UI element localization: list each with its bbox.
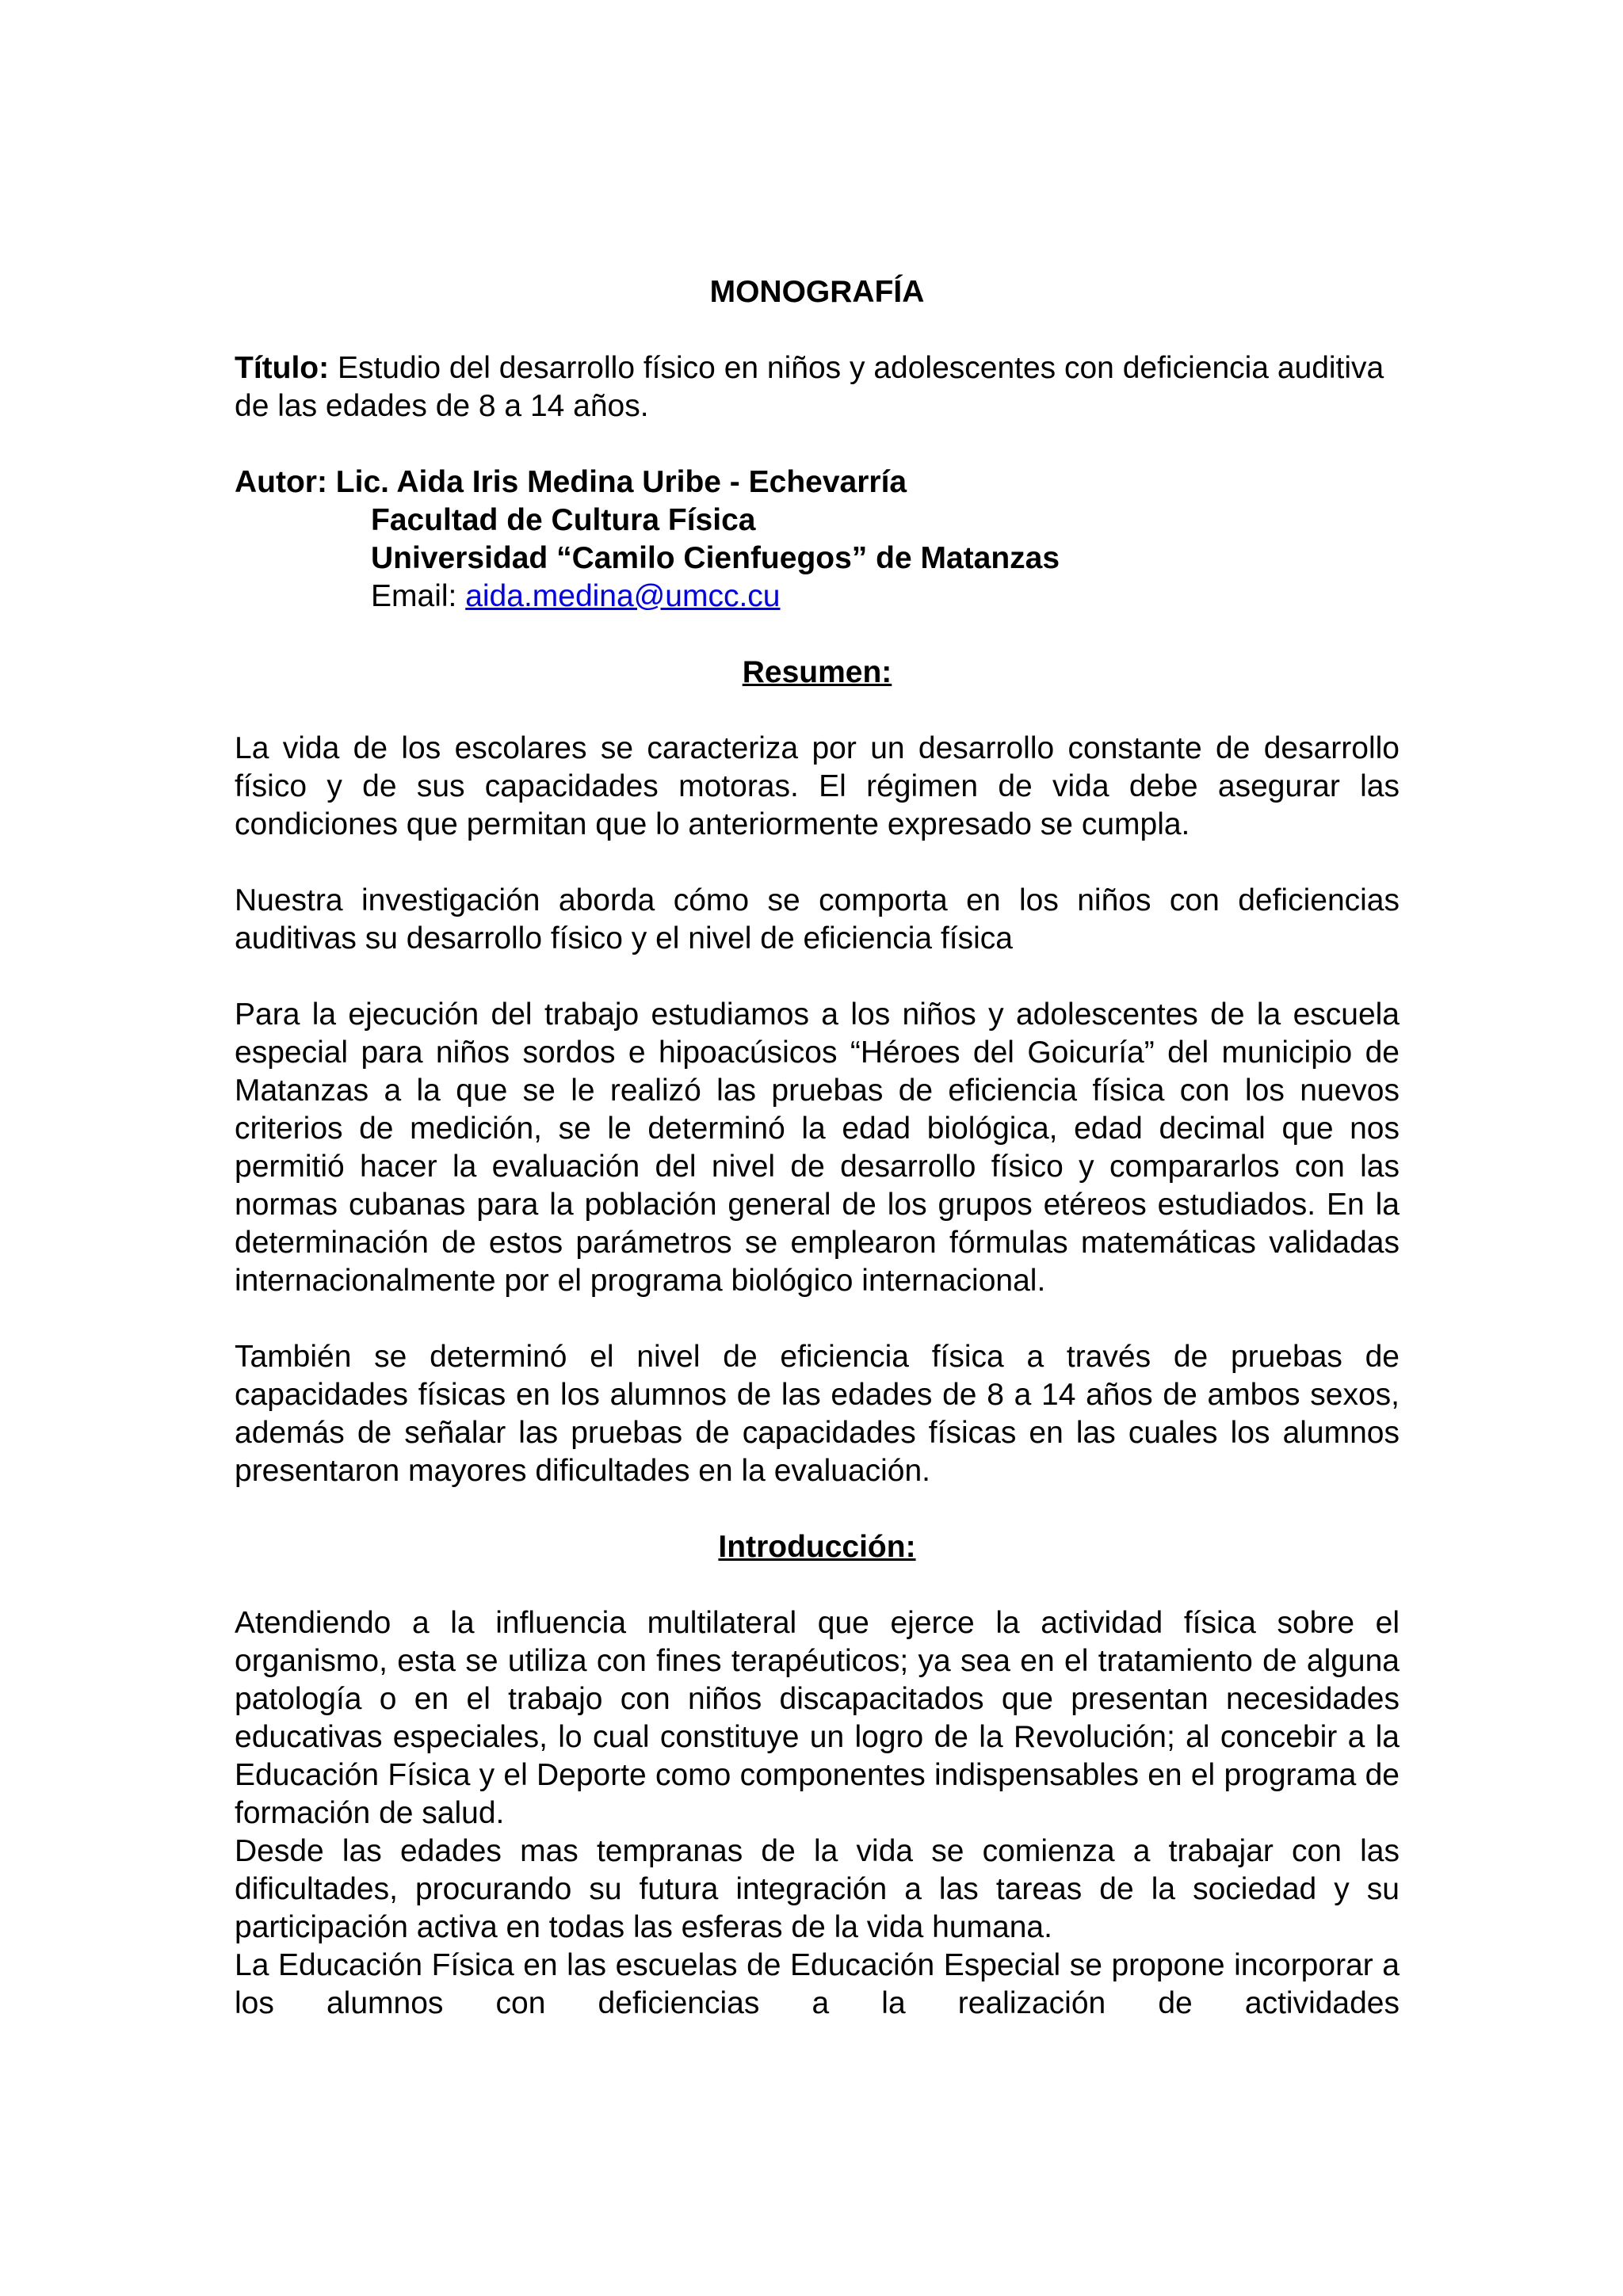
document-title bbox=[235, 349, 1400, 425]
author-university: Universidad “Camilo Cienfuegos” de Matanzas bbox=[371, 541, 1060, 575]
document-body bbox=[235, 273, 1400, 2023]
title-label: Título: bbox=[235, 351, 330, 385]
resumen-paragraph: También se determinó el nivel de eficiencia física a través de pruebas de capacidades físicas en los alumnos de las edades de 8 a 14 años de ambos sexos, además de señalar las pruebas de capacidades físicas en las cuales los alumnos presentaron mayores dificultades en la evaluación. bbox=[235, 1340, 1400, 1488]
resumen-paragraph: Nuestra investigación aborda cómo se comporta en los niños con deficiencias auditivas su desarrollo físico y el nivel de eficiencia física bbox=[235, 883, 1400, 955]
intro-paragraph: Atendiendo a la influencia multilateral que ejerce la actividad física sobre el organismo, esta se utiliza con fines terapéuticos; ya sea en el tratamiento de alguna patología o en el trabajo con niños discapacitados que presentan necesidades educativas especiales, lo cual constituye un logro de la Revolución; al concebir a la Educación Física y el Deporte como componentes indispensables en el programa de formación de salud. bbox=[235, 1606, 1400, 1830]
author-email-line bbox=[235, 578, 1400, 616]
intro-paragraph: La Educación Física en las escuelas de Educación Especial se propone incorporar a los alumnos con deficiencias a la realización de actividades bbox=[235, 1948, 1400, 2020]
email-label: Email: bbox=[371, 579, 466, 613]
resumen-heading: Resumen: bbox=[742, 655, 892, 689]
resumen-paragraph: Para la ejecución del trabajo estudiamos a los niños y adolescentes de la escuela especial para niños sordos e hipoacúsicos “Héroes del Goicuría” del municipio de Matanzas a la que se le realizó las pruebas de eficiencia física con los nuevos criterios de medición, se le determinó la edad biológica, edad decimal que nos permitió hacer la evaluación del nivel de desarrollo físico y compararlos con las normas cubanas para la población general de los grupos etéreos estudiados. En la determinación de estos parámetros se emplearon fórmulas matemáticas validadas internacionalmente por el programa biológico internacional. bbox=[235, 997, 1400, 1298]
author-faculty: Facultad de Cultura Física bbox=[371, 503, 756, 537]
author-line: Autor: Lic. Aida Iris Medina Uribe - Echevarría bbox=[235, 465, 907, 499]
intro-paragraph: Desde las edades mas tempranas de la vida se comienza a trabajar con las dificultades, procurando su futura integración a las tareas de la sociedad y su participación activa en todas las esferas de la vida humana. bbox=[235, 1834, 1400, 1944]
introduccion-heading: Introducción: bbox=[718, 1530, 916, 1564]
title-text: Estudio del desarrollo físico en niños y adolescentes con deficiencia auditiva de las edades de 8 a 14 años. bbox=[235, 351, 1384, 423]
email-link[interactable]: aida.medina@umcc.cu bbox=[465, 579, 781, 613]
resumen-paragraph: La vida de los escolares se caracteriza por un desarrollo constante de desarrollo físico y de sus capacidades motoras. El régimen de vida debe asegurar las condiciones que permitan que lo anteriormente expresado se cumpla. bbox=[235, 731, 1400, 841]
author-block bbox=[235, 463, 1400, 616]
document-type-heading: MONOGRAFÍA bbox=[709, 275, 925, 309]
